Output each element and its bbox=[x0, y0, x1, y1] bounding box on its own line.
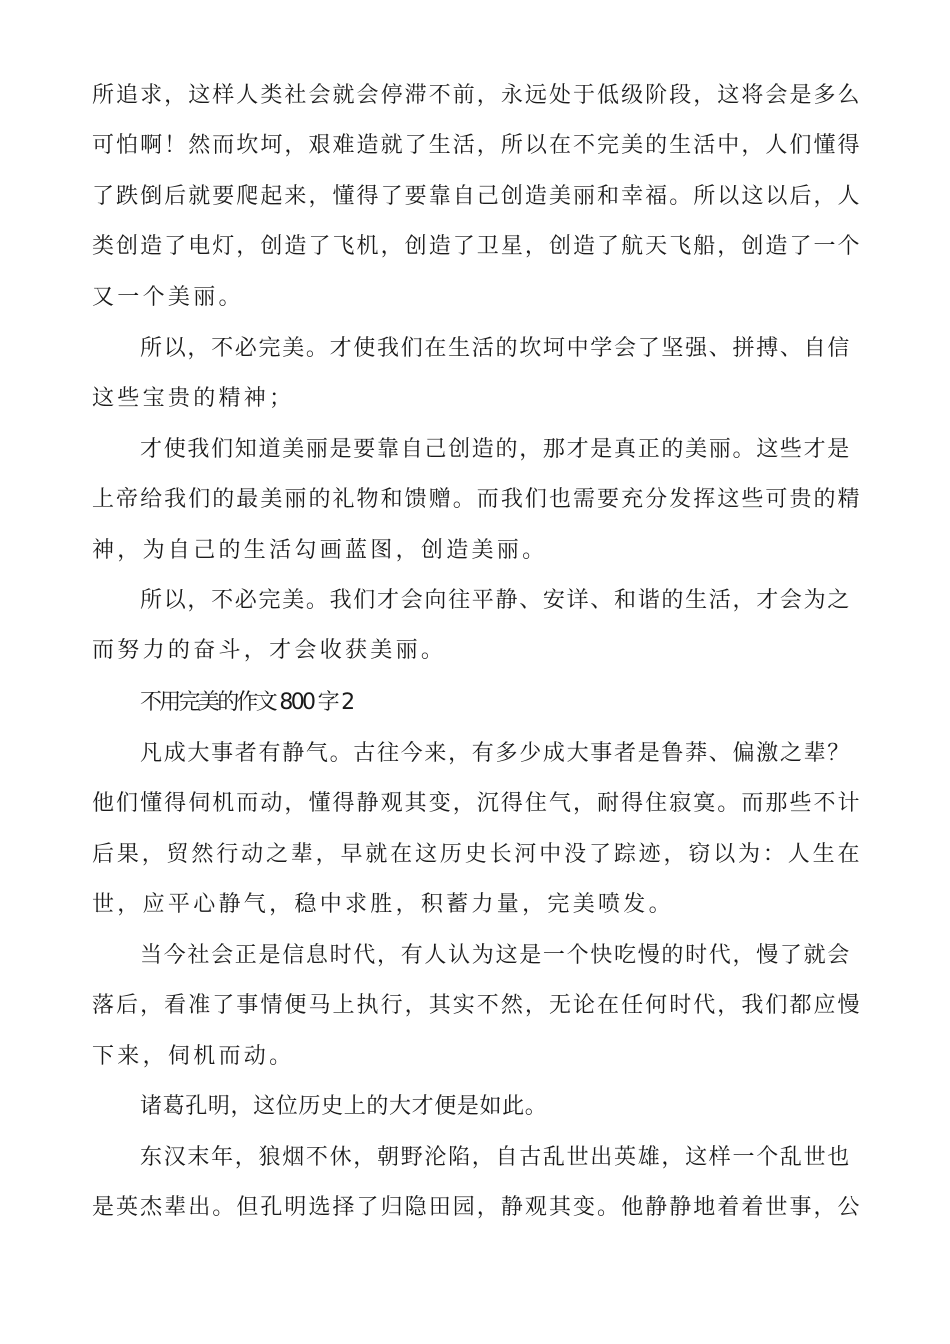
paragraph-first-line: 当今社会正是信息时代，有人认为这是一个快吃慢的时代，慢了就会 bbox=[140, 943, 852, 968]
text-line: 类创造了电灯，创造了飞机，创造了卫星，创造了航天飞船，创造了一个 bbox=[92, 234, 862, 259]
text-line: 落后，看准了事情便马上执行，其实不然，无论在任何时代，我们都应慢 bbox=[92, 993, 862, 1018]
text-line: 又一个美丽。 bbox=[92, 285, 244, 310]
paragraph-first-line: 所以，不必完美。才使我们在生活的坎坷中学会了坚强、拼搏、自信 bbox=[140, 336, 852, 361]
text-line: 了跌倒后就要爬起来，懂得了要靠自己创造美丽和幸福。所以这以后，人 bbox=[92, 184, 862, 209]
paragraph-first-line: 诸葛孔明，这位历史上的大才便是如此。 bbox=[140, 1094, 548, 1119]
paragraph-first-line: 才使我们知道美丽是要靠自己创造的，那才是真正的美丽。这些才是 bbox=[140, 437, 852, 462]
text-line: 神，为自己的生活勾画蓝图，创造美丽。 bbox=[92, 538, 548, 563]
text-line: 是英杰辈出。但孔明选择了归隐田园，静观其变。他静静地着着世事，公 bbox=[92, 1195, 862, 1220]
text-line: 世，应平心静气，稳中求胜，积蓄力量，完美喷发。 bbox=[92, 892, 674, 917]
text-line: 这些宝贵的精神； bbox=[92, 386, 295, 411]
text-line: 可怕啊！然而坎坷，艰难造就了生活，所以在不完美的生活中，人们懂得 bbox=[92, 133, 862, 158]
section-heading: 不用完美的作文 800 字 2 bbox=[140, 690, 353, 715]
text-line: 下来，伺机而动。 bbox=[92, 1044, 295, 1069]
text-line: 后果，贸然行动之辈，早就在这历史长河中没了踪迹，窃以为：人生在 bbox=[92, 842, 863, 867]
paragraph-first-line: 东汉末年，狼烟不休，朝野沦陷，自古乱世出英雄，这样一个乱世也 bbox=[140, 1145, 852, 1170]
paragraph-first-line: 所以，不必完美。我们才会向往平静、安详、和谐的生活，才会为之 bbox=[140, 588, 852, 613]
text-line: 上帝给我们的最美丽的礼物和馈赠。而我们也需要充分发挥这些可贵的精 bbox=[92, 487, 862, 512]
text-line: 而努力的奋斗，才会收获美丽。 bbox=[92, 638, 447, 663]
text-line: 所追求，这样人类社会就会停滞不前，永远处于低级阶段，这将会是多么 bbox=[92, 83, 862, 108]
text-line: 他们懂得伺机而动，懂得静观其变，沉得住气，耐得住寂寞。而那些不计 bbox=[92, 791, 862, 816]
paragraph-first-line: 凡成大事者有静气。古往今来，有多少成大事者是鲁莽、偏激之辈？ bbox=[140, 741, 852, 766]
